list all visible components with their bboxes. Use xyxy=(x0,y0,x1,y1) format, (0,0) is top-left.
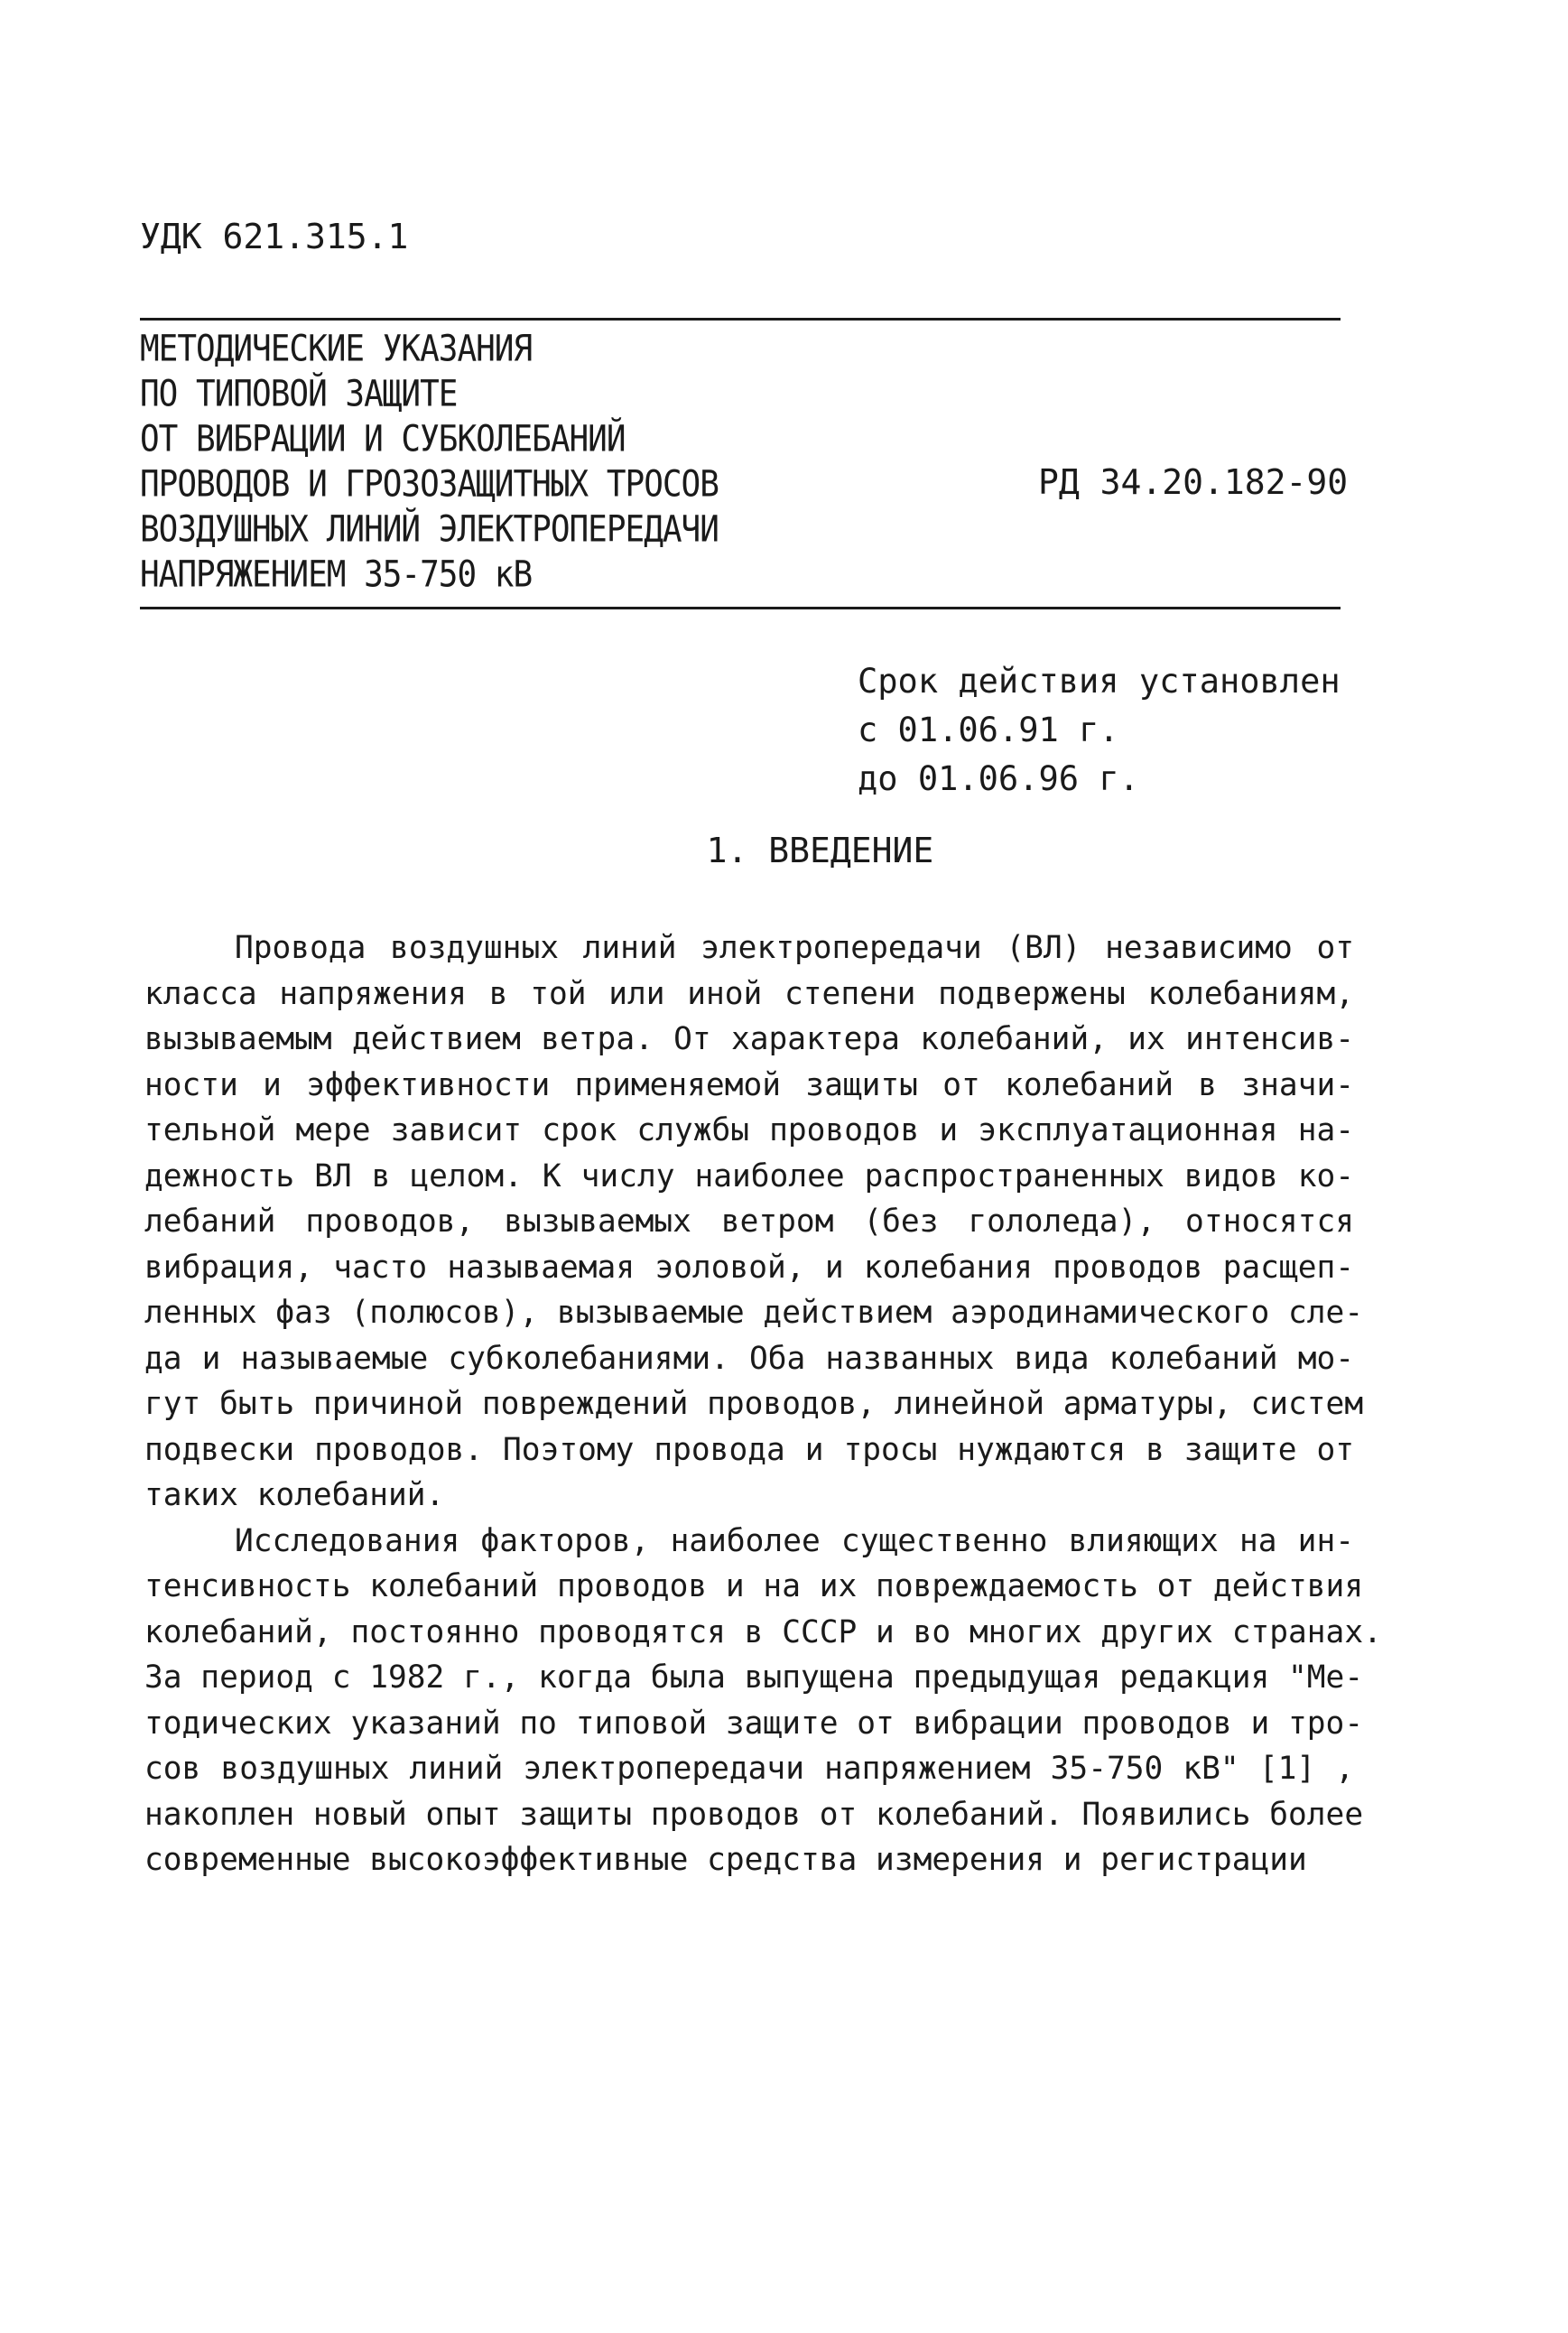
text-line: современные высокоэффективные средства измерения и регистрации xyxy=(144,1842,1307,1878)
title-line: ОТ ВИБРАЦИИ И СУБКОЛЕБАНИЙ xyxy=(140,418,626,460)
text-line: лебаний проводов, вызываемых ветром (без гололеда), относятся xyxy=(144,1204,1354,1240)
document-title xyxy=(140,327,952,598)
title-top-rule xyxy=(140,318,1341,321)
title-bottom-rule xyxy=(140,607,1341,609)
udk-code: УДК 621.315.1 xyxy=(140,217,409,256)
text-line: вызываемым действием ветра. От характера колебаний, их интенсив- xyxy=(144,1021,1354,1057)
text-line: таких колебаний. xyxy=(144,1477,445,1513)
text-line: Провода воздушных линий электропередачи (ВЛ) независимо от xyxy=(235,930,1354,966)
body-text xyxy=(144,925,1382,1883)
text-line: ленных фаз (полюсов), вызываемые действием аэродинамического сле- xyxy=(144,1295,1364,1331)
validity-start-date: с 01.06.91 г. xyxy=(858,711,1119,749)
text-line: ности и эффективности применяемой защиты от колебаний в значи- xyxy=(144,1066,1354,1103)
text-line: колебаний, постоянно проводятся в СССР и во многих других странах. xyxy=(144,1613,1382,1650)
paragraph-1 xyxy=(144,925,1364,1519)
title-line: ПРОВОДОВ И ГРОЗОЗАЩИТНЫХ ТРОСОВ xyxy=(140,463,719,506)
section-heading: 1. ВВЕДЕНИЕ xyxy=(706,831,934,870)
text-line: дежность ВЛ в целом. К числу наиболее распространенных видов ко- xyxy=(144,1157,1354,1194)
text-line: вибрация, часто называемая эоловой, и колебания проводов расщеп- xyxy=(144,1249,1354,1286)
title-line: НАПРЯЖЕНИЕМ 35-750 кВ xyxy=(140,553,533,596)
text-line: да и называемые субколебаниями. Оба названных вида колебаний мо- xyxy=(144,1340,1354,1377)
text-line: тенсивность колебаний проводов и на их повреждаемость от действия xyxy=(144,1568,1364,1604)
text-line: сов воздушных линий электропередачи напряжением 35-750 кВ" [1] , xyxy=(144,1751,1354,1787)
text-line: гут быть причиной повреждений проводов, линейной арматуры, систем xyxy=(144,1386,1364,1422)
title-line: ВОЗДУШНЫХ ЛИНИЙ ЭЛЕКТРОПЕРЕДАЧИ xyxy=(140,508,719,551)
title-line: ПО ТИПОВОЙ ЗАЩИТЕ xyxy=(140,373,458,415)
validity-period xyxy=(858,657,1341,804)
document-code: РД 34.20.182-90 xyxy=(1038,462,1349,502)
validity-end-date: до 01.06.96 г. xyxy=(858,759,1139,798)
text-line: класса напряжения в той или иной степени подвержены колебаниям, xyxy=(144,975,1354,1012)
text-line: накоплен новый опыт защиты проводов от колебаний. Появились более xyxy=(144,1796,1364,1833)
text-line: Исследования факторов, наиболее существенно влияющих на ин- xyxy=(235,1522,1354,1559)
text-line: тодических указаний по типовой защите от вибрации проводов и тро- xyxy=(144,1705,1364,1742)
text-line: подвески проводов. Поэтому провода и тросы нуждаются в защите от xyxy=(144,1431,1354,1468)
text-line: тельной мере зависит срок службы проводов и эксплуатационная на- xyxy=(144,1112,1354,1148)
paragraph-2 xyxy=(144,1519,1382,1883)
title-line: МЕТОДИЧЕСКИЕ УКАЗАНИЯ xyxy=(140,328,533,370)
text-line: За период с 1982 г., когда была выпущена предыдущая редакция "Ме- xyxy=(144,1659,1364,1696)
validity-label: Срок действия установлен xyxy=(858,662,1341,701)
